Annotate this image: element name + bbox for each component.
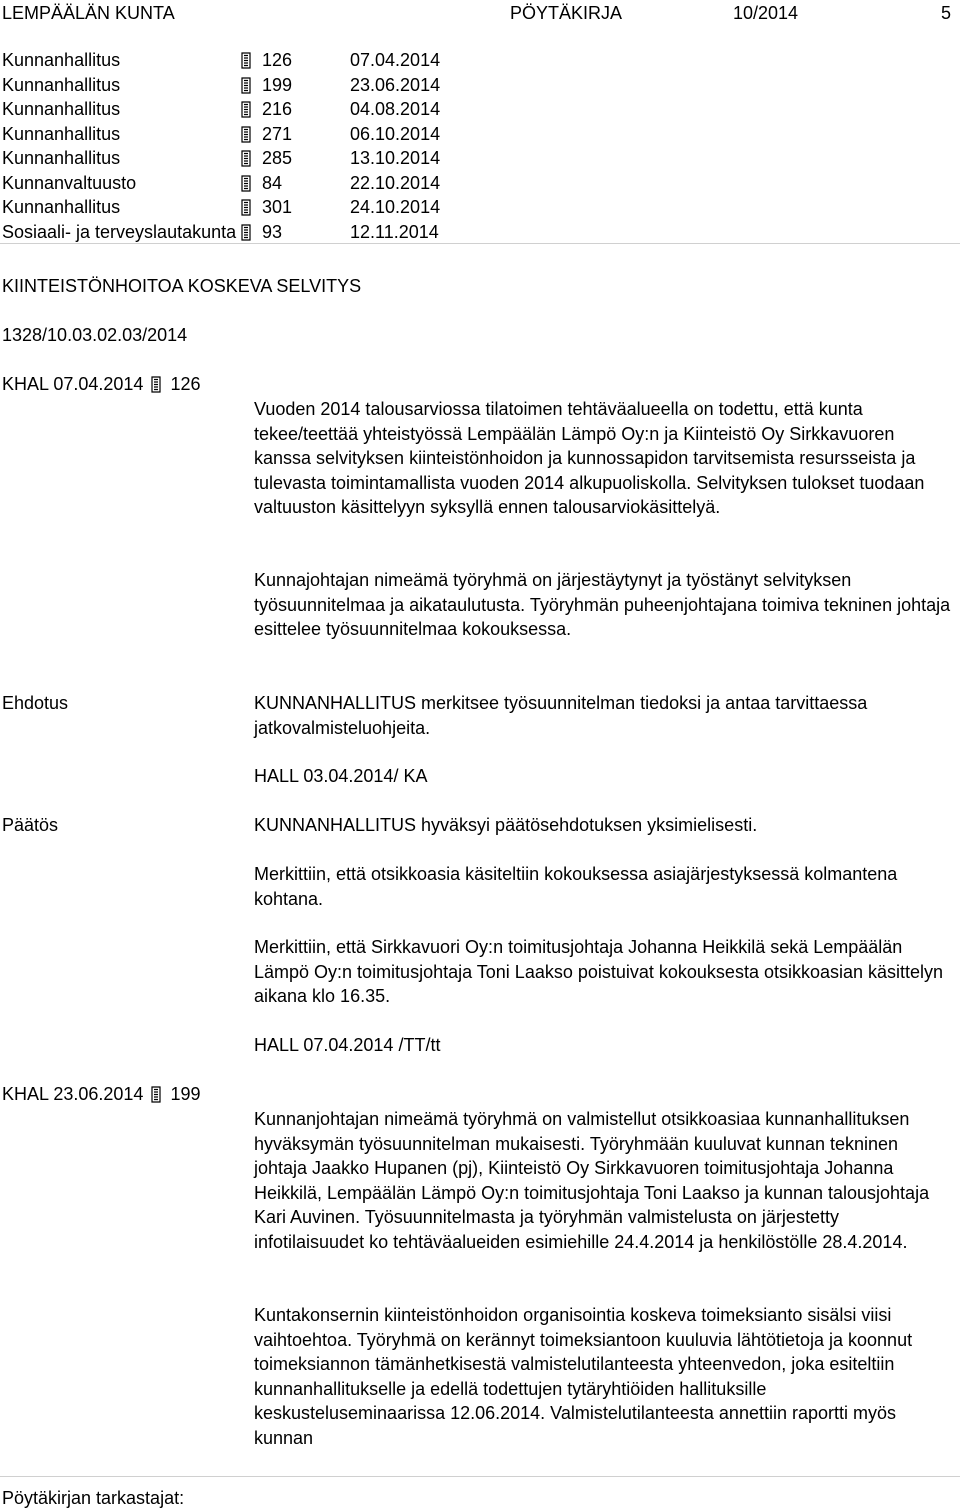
section-sign-icon [238,220,254,242]
history-date: 24.10.2014 [350,197,441,217]
decision-text: KUNNANHALLITUS hyväksyi päätösehdotuksen yksimielisesti. [254,815,758,835]
history-section: 84 [262,172,283,193]
history-date: 22.10.2014 [350,172,441,193]
section-sign-icon [238,146,254,168]
meeting-section-number: 126 [170,374,201,394]
paragraph-assignment: Kuntakonsernin kiinteistönhoidon organisointia koskeva toimeksianto sisälsi viisi vaihtoehtoa. Työryhmä on kerännyt toimeksiantoon kuuluvia lähtötietoja ja koonnut toimeksiannon tämänhetkisestä valmistelutilanteesta yhteenvedon, joka esiteltiin kunnanhallitukselle ja edellä todettujen tytäryhtiöiden hallituksille keskusteluseminaarissa 12.06.2014. Valmistelutilanteesta annettiin raportti myös kunnan [254,1305,913,1448]
history-row [0,146,960,171]
meeting-label-1 [2,372,201,397]
history-date: 06.10.2014 [350,123,441,144]
proposal-text: KUNNANHALLITUS merkitsee työsuunnitelman tiedoksi ja antaa tarvittaessa jatkovalmisteluohjeita. [254,693,868,738]
section-sign-icon [238,97,254,119]
history-body: Kunnanhallitus [2,197,121,217]
history-date: 13.10.2014 [350,148,441,168]
municipality-name: LEMPÄÄLÄN KUNTA [2,3,175,23]
section-sign-icon [238,171,254,193]
history-row [0,48,960,73]
page-number: 5 [941,3,952,23]
history-row [0,171,960,196]
section-sign-icon [238,122,254,144]
minutes-checkers-label: Pöytäkirjan tarkastajat: [2,1488,185,1508]
minutes-signature: HALL 07.04.2014 /TT/tt [254,1035,441,1055]
history-row [0,122,960,147]
section-sign-icon [238,195,254,217]
history-date: 12.11.2014 [350,221,439,242]
paragraph-workgroup: Kunnajohtajan nimeämä työryhmä on järjestäytynyt ja työstänyt selvityksen työsuunnitelmaa ja aikataulutusta. Työryhmän puheenjohtajana toimiva tekninen johtaja esittelee työsuunnitelmaa kokouksessa. [254,570,951,639]
history-row [0,220,960,245]
note-agenda-order: Merkittiin, että otsikkoasia käsiteltiin kokouksessa asiajärjestyksessä kolmantena kohtana. [254,864,898,909]
history-body: Kunnanhallitus [2,99,121,119]
diary-number: 1328/10.03.02.03/2014 [2,325,188,345]
meeting-label-2 [2,1082,201,1107]
history-section: 271 [262,123,293,144]
history-body: Kunnanhallitus [2,74,121,95]
meeting-date-label: KHAL 07.04.2014 [2,374,144,394]
history-body: Kunnanhallitus [2,123,121,144]
history-date: 23.06.2014 [350,74,441,95]
section-sign-icon [148,1082,164,1104]
history-section: 301 [262,197,293,217]
history-body: Kunnanhallitus [2,50,121,70]
history-date: 04.08.2014 [350,99,441,119]
decision-label: Päätös [2,815,59,835]
section-sign-icon [148,372,164,394]
history-body: Kunnanhallitus [2,148,121,168]
history-body: Sosiaali- ja terveyslautakunta [2,221,237,242]
history-section: 126 [262,50,293,70]
history-section: 285 [262,148,293,168]
document-number: 10/2014 [733,3,799,23]
history-divider [0,243,960,244]
preparer-signature: HALL 03.04.2014/ KA [254,766,428,786]
history-section: 216 [262,99,293,119]
footer-divider [0,1476,960,1477]
history-section: 93 [262,221,283,242]
history-row [0,195,960,220]
section-sign-icon [238,73,254,95]
meeting-section-number: 199 [170,1084,201,1104]
history-section: 199 [262,74,293,95]
matter-title: KIINTEISTÖNHOITOA KOSKEVA SELVITYS [2,276,362,296]
history-row [0,97,960,122]
section-sign-icon [238,48,254,70]
history-body: Kunnanvaltuusto [2,172,137,193]
history-date: 07.04.2014 [350,50,441,70]
note-recusal: Merkittiin, että Sirkkavuori Oy:n toimitusjohtaja Johanna Heikkilä sekä Lempäälän Lämpö Oy:n toimitusjohtaja Toni Laakso poistuivat kokouksesta otsikkoasian käsittelyn aikana klo 16.35. [254,937,944,1006]
proposal-label: Ehdotus [2,693,69,713]
history-row [0,73,960,98]
meeting-date-label: KHAL 23.06.2014 [2,1084,144,1104]
document-type: PÖYTÄKIRJA [510,3,623,23]
paragraph-preparation: Kunnanjohtajan nimeämä työryhmä on valmistellut otsikkoasiaa kunnanhallituksen hyväksymän työsuunnitelman mukaisesti. Työryhmään kuuluvat kunnan tekninen johtaja Jaakko Hupanen (pj), Kiinteistö Oy Sirkkavuoren toimitusjohtaja Johanna Heikkilä, Lempäälän Lämpö Oy:n toimitusjohtaja Toni Laakso ja kunnan talousjohtaja Kari Auvinen. Työsuunnitelmasta ja työryhmän valmistelusta on järjestetty infotilaisuudet ko tehtäväalueiden esimiehille 24.4.2014 ja henkilöstölle 28.4.2014. [254,1109,930,1252]
paragraph-background: Vuoden 2014 talousarviossa tilatoimen tehtäväalueella on todettu, että kunta tekee/teettää yhteistyössä Lempäälän Lämpö Oy:n ja Kiinteistö Oy Sirkkavuoren kanssa selvityksen kiinteistönhoidon ja kunnossapidon tarvitsemista resursseista ja tulevasta toimintamallista vuoden 2014 alkupuoliskolla. Selvityksen tulokset tuodaan valtuuston käsittelyyn syksyllä ennen talousarviokäsittelyä. [254,399,925,517]
